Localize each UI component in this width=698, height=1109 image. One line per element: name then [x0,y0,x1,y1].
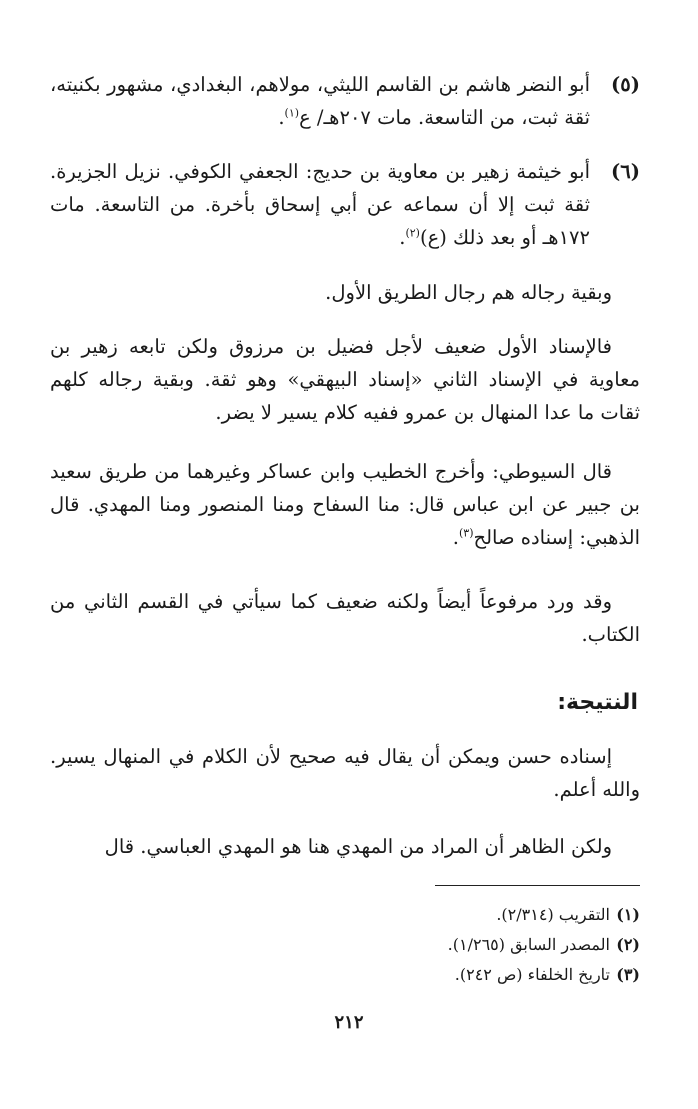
footnote-divider [435,885,640,886]
narrator-entry-6 [50,155,640,254]
footnote-3: (٣)تاريخ الخلفاء (ص ٢٤٢). [454,965,640,984]
section-heading: النتيجة: [557,690,638,715]
paragraph-isnad: فالإسناد الأول ضعيف لأجل فضيل بن مرزوق ولكن تابعه زهير بن معاوية في الإسناد الثاني «إسناد البيهقي» وهو ثقة. وبقية رجاله كلهم ثقات ما عدا المنهال بن عمرو ففيه كلام يسير لا يضر. [50,335,640,424]
paragraph-result: إسناده حسن ويمكن أن يقال فيه صحيح لأن الكلام في المنهال يسير. والله أعلم. [50,745,640,801]
paragraph-rest: وبقية رجاله هم رجال الطريق الأول. [325,281,612,304]
entry-number: (٦) [611,160,640,183]
narrator-entry-5 [50,68,640,134]
paragraph-suyuti: قال السيوطي: وأخرج الخطيب وابن عساكر وغيرهما من طريق سعيد بن جبير عن ابن عباس قال: منا السفاح ومنا المنصور ومنا المهدي. قال الذهبي: إسناده صالح$^{(٣)}$. [50,460,640,549]
page-number: ٢١٢ [334,1012,364,1033]
footnote-1: (١)التقريب (٢/٣١٤). [496,905,640,924]
footnote-ref: (٣) [458,526,474,540]
footnote-ref: (١) [284,106,300,120]
entry-number: (٥) [611,73,640,96]
entry-text: أبو النضر هاشم بن القاسم الليثي، مولاهم، البغدادي، مشهور بكنيته، ثقة ثبت، من التاسعة. مات ٢٠٧هـ/ ع$^{(١)}$. [50,73,590,129]
entry-text: أبو خيثمة زهير بن معاوية بن حديج: الجعفي الكوفي. نزيل الجزيرة. ثقة ثبت إلا أن سماعه عن أبي إسحاق بأخرة. من التاسعة. مات ١٧٢هـ أو بعد ذلك (ع)$^{(٢)}$. [50,160,590,249]
paragraph-last: ولكن الظاهر أن المراد من المهدي هنا هو المهدي العباسي. قال [104,835,612,858]
paragraph-marfu: وقد ورد مرفوعاً أيضاً ولكنه ضعيف كما سيأتي في القسم الثاني من الكتاب. [50,590,640,646]
footnote-2: (٢)المصدر السابق (١/٢٦٥). [447,935,640,954]
footnote-ref: (٢) [405,226,420,240]
